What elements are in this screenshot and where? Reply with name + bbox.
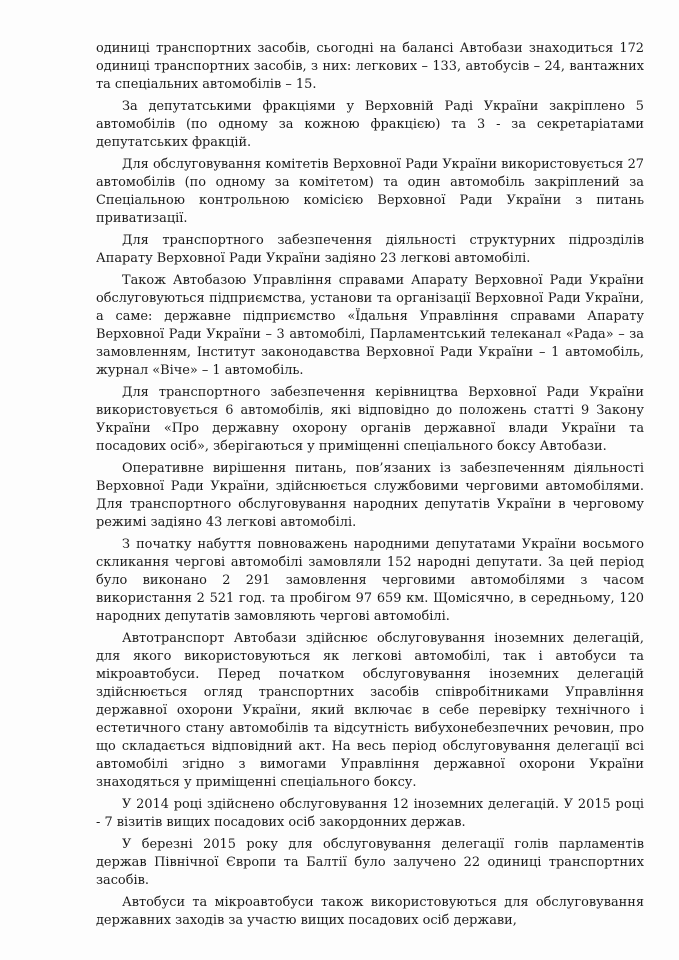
paragraph-1: одиниці транспортних засобів, сьогодні на балансі Автобази знаходиться 172 одиниці транспортних засобів, з них: легкових – 133, автобусів – 24, вантажних та спеціальних автомобілів – 15. [96, 41, 644, 92]
paragraph-12: Автобуси та мікроавтобуси також використовуються для обслуговування державних заходів за участю вищих посадових осіб держави, [96, 895, 644, 928]
paragraph-3: Для обслуговування комітетів Верховної Ради України використовується 27 автомобілів (по одному за комітетом) та один автомобіль закріплений за Спеціальною контрольною комісією Верховної Ради України з питань приватизації. [96, 157, 644, 226]
paragraph-5: Також Автобазою Управління справами Апарату Верховної Ради України обслуговуються підприємства, установи та організації Верховної Ради України, а саме: державне підприємство «Їдальня Управління справами Апарату Верховної Ради України – 3 автомобілі, Парламентський телеканал «Рада» – за замовленням, Інститут законодавства Верховної Ради України – 1 автомобіль, журнал «Віче» – 1 автомобіль. [96, 273, 644, 378]
paragraph-10: У 2014 році здійснено обслуговування 12 іноземних делегацій. У 2015 році - 7 візитів вищих посадових осіб закордонних держав. [96, 797, 644, 830]
paragraph-9: Автотранспорт Автобази здійснює обслуговування іноземних делегацій, для якого використовуються як легкові автомобілі, так і автобуси та мікроавтобуси. Перед початком обслуговування іноземних делегацій здійснюється огляд транспортних засобів співробітниками Управління державної охорони України, який включає в себе перевірку технічного і естетичного стану автомобілів та відсутність вибухонебезпечних речовин, про що складається відповідний акт. На весь період обслуговування делегації всі автомобілі згідно з вимогами Управління державної охорони України знаходяться у приміщенні спеціального боксу. [96, 631, 644, 790]
paragraph-4: Для транспортного забезпечення діяльності структурних підрозділів Апарату Верховної Ради України задіяно 23 легкові автомобілі. [96, 233, 644, 266]
document-body [96, 40, 644, 934]
paragraph-2: За депутатськими фракціями у Верховній Раді України закріплено 5 автомобілів (по одному за кожною фракцією) та 3 - за секретаріатами депутатських фракцій. [96, 99, 644, 150]
paragraph-7: Оперативне вирішення питань, пов’язаних із забезпеченням діяльності Верховної Ради України, здійснюється службовими черговими автомобілями. Для транспортного обслуговування народних депутатів України в черговому режимі задіяно 43 легкові автомобілі. [96, 461, 644, 530]
paragraph-11: У березні 2015 року для обслуговування делегації голів парламентів держав Північної Європи та Балтії було залучено 22 одиниці транспортних засобів. [96, 837, 644, 888]
paragraph-6: Для транспортного забезпечення керівництва Верховної Ради України використовується 6 автомобілів, які відповідно до положень статті 9 Закону України «Про державну охорону органів державної влади України та посадових осіб», зберігаються у приміщенні спеціального боксу Автобази. [96, 385, 644, 454]
paragraph-8: З початку набуття повноважень народними депутатами України восьмого скликання чергові автомобілі замовляли 152 народні депутати. За цей період було виконано 2 291 замовлення черговими автомобілями з часом використання 2 521 год. та пробігом 97 659 км. Щомісячно, в середньому, 120 народних депутатів замовляють чергові автомобілі. [96, 537, 644, 624]
